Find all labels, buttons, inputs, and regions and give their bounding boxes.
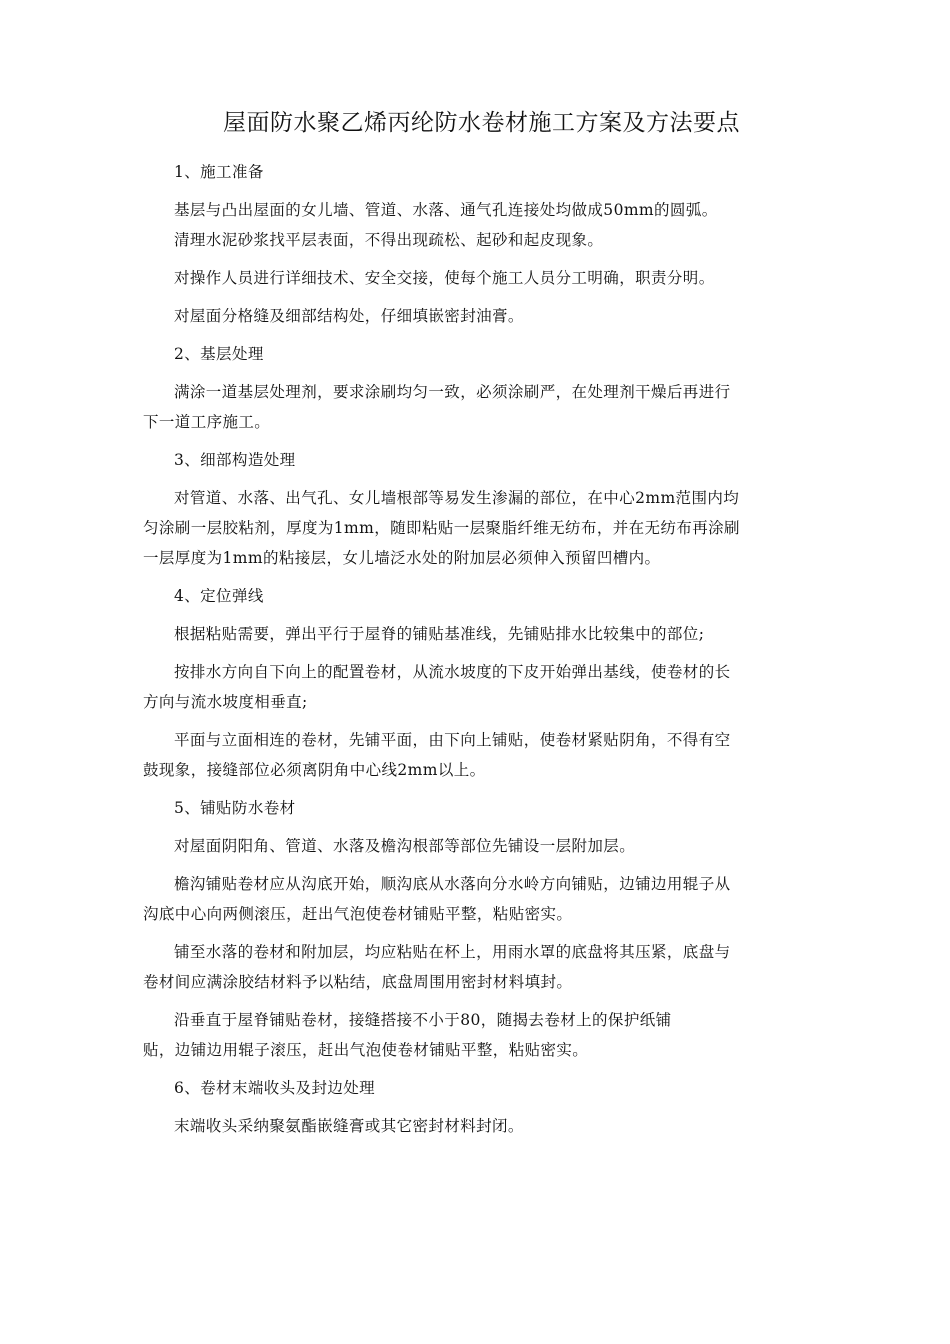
paragraph-line: 对屋面分格缝及细部结构处，仔细填嵌密封油膏。: [174, 307, 524, 325]
paragraph-line: 满涂一道基层处理剂，要求涂刷均匀一致，必须涂刷严，在处理剂干燥后再进行: [174, 383, 731, 401]
document-body: [143, 157, 820, 1141]
paragraph-line: 基层与凸出屋面的女儿墙、管道、水落、通气孔连接处均做成50mm的圆弧。: [174, 201, 718, 219]
paragraph-line: 一层厚度为1mm的粘接层，女儿墙泛水处的附加层必须伸入预留凹槽内。: [143, 549, 661, 567]
paragraph-line: 平面与立面相连的卷材，先铺平面，由下向上铺贴，使卷材紧贴阴角，不得有空: [174, 731, 731, 749]
paragraph-line: 3、细部构造处理: [174, 451, 296, 469]
paragraph-line: 贴，边铺边用辊子滚压，赶出气泡使卷材铺贴平整，粘贴密实。: [143, 1041, 589, 1059]
paragraph-line: 按排水方向自下向上的配置卷材，从流水坡度的下皮开始弹出基线，使卷材的长: [174, 663, 731, 681]
paragraph: [143, 581, 820, 611]
paragraph-line: 匀涂刷一层胶粘剂，厚度为1mm，随即粘贴一层聚脂纤维无纺布，并在无纺布再涂刷: [143, 519, 740, 537]
paragraph-line: 对屋面阴阳角、管道、水落及檐沟根部等部位先铺设一层附加层。: [174, 837, 636, 855]
paragraph: [143, 869, 820, 929]
paragraph: [143, 657, 820, 717]
paragraph: [143, 263, 820, 293]
paragraph-line: 4、定位弹线: [174, 587, 264, 605]
paragraph: [143, 225, 820, 255]
paragraph-line: 檐沟铺贴卷材应从沟底开始，顺沟底从水落向分水岭方向铺贴，边铺边用辊子从: [174, 875, 731, 893]
paragraph: [143, 339, 820, 369]
paragraph: [143, 831, 820, 861]
paragraph: [143, 793, 820, 823]
paragraph-line: 末端收头采纳聚氨酯嵌缝膏或其它密封材料封闭。: [174, 1117, 524, 1135]
paragraph: [143, 157, 820, 187]
paragraph: [143, 301, 820, 331]
paragraph: [143, 937, 820, 997]
paragraph-line: 根据粘贴需要，弹出平行于屋脊的铺贴基准线，先铺贴排水比较集中的部位;: [174, 625, 705, 643]
paragraph-line: 2、基层处理: [174, 345, 264, 363]
paragraph: [143, 445, 820, 475]
paragraph-line: 卷材间应满涂胶结材料予以粘结，底盘周围用密封材料填封。: [143, 973, 573, 991]
paragraph-line: 6、卷材末端收头及封边处理: [174, 1079, 376, 1097]
paragraph-line: 沿垂直于屋脊铺贴卷材，接缝搭接不小于80，随揭去卷材上的保护纸铺: [174, 1011, 672, 1029]
paragraph: [143, 1005, 820, 1065]
paragraph-line: 沟底中心向两侧滚压，赶出气泡使卷材铺贴平整，粘贴密实。: [143, 905, 573, 923]
paragraph-line: 铺至水落的卷材和附加层，均应粘贴在杯上，用雨水罩的底盘将其压紧，底盘与: [174, 943, 731, 961]
paragraph-line: 对操作人员进行详细技术、安全交接，使每个施工人员分工明确，职责分明。: [174, 269, 715, 287]
paragraph: [143, 483, 820, 573]
paragraph-line: 下一道工序施工。: [143, 413, 271, 431]
paragraph-line: 对管道、水落、出气孔、女儿墙根部等易发生渗漏的部位，在中心2mm范围内均: [174, 489, 740, 507]
paragraph: [143, 377, 820, 437]
paragraph: [143, 1111, 820, 1141]
paragraph: [143, 195, 820, 225]
paragraph-line: 1、施工准备: [174, 163, 264, 181]
document-title: 屋面防水聚乙烯丙纶防水卷材施工方案及方法要点: [223, 110, 740, 136]
paragraph: [143, 619, 820, 649]
paragraph-line: 鼓现象，接缝部位必须离阴角中心线2mm以上。: [143, 761, 486, 779]
paragraph: [143, 725, 820, 785]
paragraph-line: 清理水泥砂浆找平层表面，不得出现疏松、起砂和起皮现象。: [174, 231, 604, 249]
paragraph-line: 5、铺贴防水卷材: [174, 799, 296, 817]
paragraph-line: 方向与流水坡度相垂直;: [143, 693, 308, 711]
paragraph: [143, 1073, 820, 1103]
